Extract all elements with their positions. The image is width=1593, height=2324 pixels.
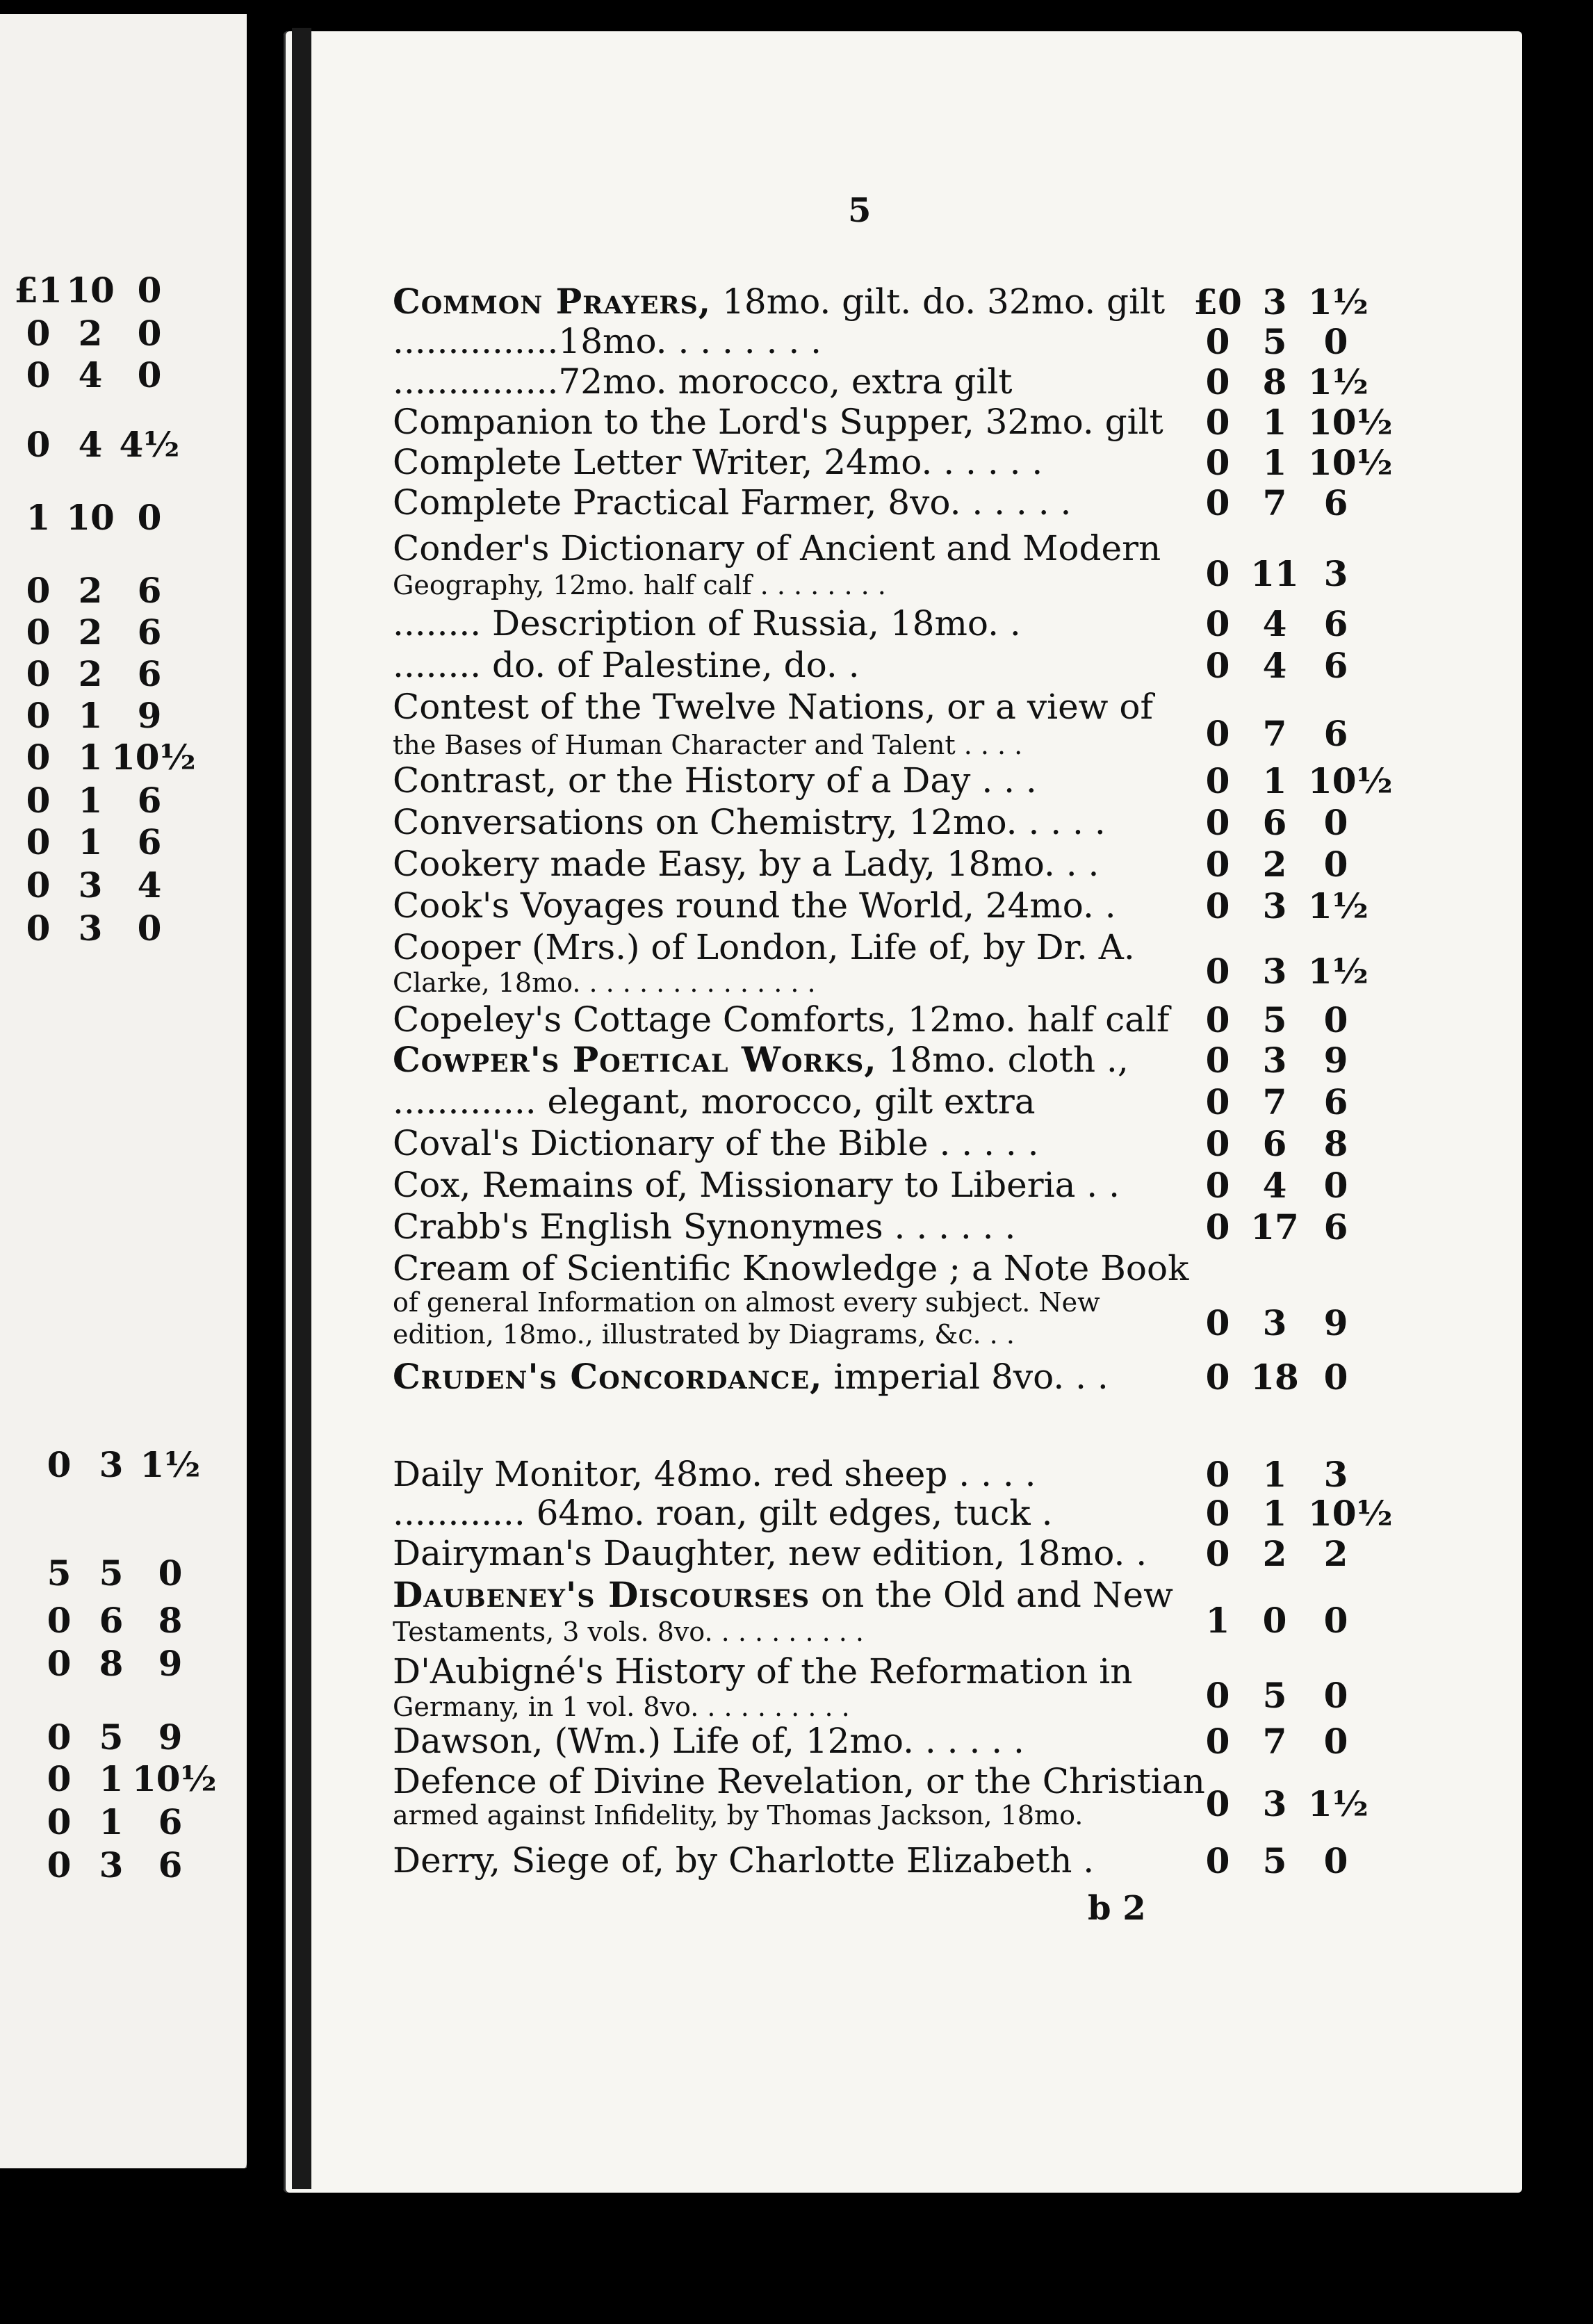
price-pounds: £1 — [14, 270, 63, 311]
entry-text: Cookery made Easy, by a Lady, 18mo. . . — [393, 844, 1100, 884]
price-pence: 6 — [1323, 1206, 1348, 1247]
price-pence: 6 — [137, 780, 162, 821]
price-pounds: 0 — [1205, 1123, 1230, 1164]
price-shillings: 5 — [1262, 1840, 1287, 1881]
price-pounds: 0 — [1205, 1783, 1230, 1824]
price-pounds: 0 — [1205, 361, 1230, 402]
price-pence: 6 — [1323, 482, 1348, 523]
entry-text: Companion to the Lord's Supper, 32mo. gilt — [393, 402, 1163, 442]
entry-title — [393, 1533, 1171, 1573]
left-price-row — [0, 780, 236, 821]
entry-title — [393, 1319, 1171, 1350]
left-price-row — [0, 497, 236, 539]
left-price-row — [0, 865, 236, 906]
price-pounds: 0 — [1205, 713, 1230, 754]
price-pounds: 0 — [26, 354, 51, 395]
entry-text: Cook's Voyages round the World, 24mo. . — [393, 885, 1116, 926]
price-pounds: 0 — [47, 1717, 72, 1758]
price-shillings: 4 — [1262, 603, 1287, 644]
price-pounds: 5 — [47, 1553, 72, 1594]
entry-text: ............. elegant, morocco, gilt extra — [393, 1081, 1036, 1122]
entry-text: Crabb's English Synonymes . . . . . . — [393, 1206, 1016, 1247]
price-shillings: 4 — [1262, 1165, 1287, 1206]
price-pounds: 0 — [47, 1444, 72, 1485]
price-shillings: 6 — [1262, 802, 1287, 843]
price-pence: 10½ — [132, 1758, 217, 1799]
price-pence: 1½ — [1308, 361, 1369, 402]
entry-text: Conder's Dictionary of Ancient and Modern — [393, 528, 1161, 568]
price-pounds: 0 — [47, 1600, 72, 1641]
entry-title — [393, 570, 1171, 600]
entry-title — [393, 1617, 1171, 1647]
gutter — [247, 0, 288, 2324]
price-shillings: 6 — [1262, 1123, 1287, 1164]
price-pence: 3 — [1323, 553, 1348, 594]
spine — [292, 28, 311, 2189]
price-pence: 0 — [1323, 1357, 1348, 1398]
price-shillings: 1 — [1262, 1454, 1287, 1495]
page-number: 5 — [848, 191, 872, 230]
price-shillings: 5 — [99, 1553, 124, 1594]
price-pence: 0 — [1323, 1600, 1348, 1641]
price-pounds: 0 — [47, 1801, 72, 1842]
price-shillings: 3 — [1262, 951, 1287, 992]
price-shillings: 3 — [78, 908, 103, 949]
price-pence: 6 — [137, 653, 162, 694]
price-pounds: 0 — [47, 1844, 72, 1885]
entry-text: imperial 8vo. . . — [822, 1357, 1109, 1397]
entry-price — [1190, 1357, 1371, 1398]
price-shillings: 1 — [78, 695, 103, 736]
entry-price — [1190, 999, 1371, 1041]
price-shillings: 3 — [1262, 1302, 1287, 1343]
price-pounds: 0 — [47, 1758, 72, 1799]
price-pounds: 0 — [1205, 999, 1230, 1040]
entry-title — [393, 1454, 1171, 1494]
price-shillings: 3 — [1262, 885, 1287, 926]
price-shillings: 8 — [99, 1643, 124, 1684]
price-pounds: 0 — [1205, 885, 1230, 926]
price-shillings: 3 — [1262, 1040, 1287, 1081]
price-pounds: 0 — [1205, 645, 1230, 686]
price-pounds: 0 — [26, 737, 51, 778]
price-pounds: 0 — [1205, 844, 1230, 885]
entry-title — [393, 1287, 1171, 1318]
entry-title — [393, 1800, 1171, 1831]
price-pence: 3 — [1323, 1454, 1348, 1495]
entry-text: Contest of the Twelve Nations, or a view of — [393, 687, 1153, 727]
price-pounds: 0 — [1205, 951, 1230, 992]
price-pence: 0 — [137, 270, 162, 311]
entry-lead: Cowper's Poetical Works, — [393, 1039, 877, 1080]
price-pence: 6 — [1323, 1081, 1348, 1122]
entry-title — [393, 482, 1171, 523]
price-shillings: 2 — [78, 612, 103, 653]
price-pence: 10½ — [1308, 760, 1393, 801]
price-pence: 6 — [137, 821, 162, 862]
price-pounds: 0 — [26, 653, 51, 694]
price-pence: 6 — [1323, 645, 1348, 686]
price-pounds: 0 — [1205, 482, 1230, 523]
price-pence: 0 — [137, 497, 162, 538]
entry-price — [1190, 281, 1371, 323]
entry-title — [393, 1493, 1171, 1533]
price-pounds: 0 — [1205, 1206, 1230, 1247]
price-pounds: 0 — [1205, 1721, 1230, 1762]
price-pounds: 0 — [26, 695, 51, 736]
price-pence: 9 — [158, 1717, 183, 1758]
entry-text: Cox, Remains of, Missionary to Liberia . . — [393, 1165, 1120, 1205]
entry-price — [1190, 603, 1371, 645]
price-pounds: 0 — [1205, 1533, 1230, 1574]
price-pounds: 0 — [1205, 1840, 1230, 1881]
price-pence: 0 — [158, 1553, 183, 1594]
entry-text: Derry, Siege of, by Charlotte Elizabeth . — [393, 1840, 1095, 1881]
entry-price — [1190, 1840, 1371, 1882]
entry-price — [1190, 760, 1393, 802]
left-price-row — [0, 424, 236, 466]
price-pounds: 0 — [26, 780, 51, 821]
entry-price — [1190, 321, 1371, 363]
entry-price — [1190, 402, 1393, 443]
left-price-row — [0, 1844, 236, 1886]
price-shillings: 1 — [1262, 1493, 1287, 1534]
price-pounds: 0 — [1205, 760, 1230, 801]
price-shillings: 4 — [1262, 645, 1287, 686]
price-pence: 0 — [1323, 1840, 1348, 1881]
entry-text: Germany, in 1 vol. 8vo. . . . . . . . . . — [393, 1692, 850, 1722]
entry-price — [1190, 1206, 1371, 1248]
price-pence: 10½ — [111, 737, 196, 778]
entry-title — [393, 1206, 1171, 1247]
entry-text: Contrast, or the History of a Day . . . — [393, 760, 1037, 801]
left-price-row — [0, 1643, 236, 1685]
price-shillings: 18 — [1250, 1357, 1299, 1398]
entry-text: ............ 64mo. roan, gilt edges, tuck . — [393, 1493, 1053, 1533]
entry-title — [393, 281, 1171, 322]
entry-price — [1190, 1302, 1371, 1344]
entry-lead: Daubeney's Discourses — [393, 1574, 810, 1615]
price-pounds: 0 — [1205, 553, 1230, 594]
entry-price — [1190, 1493, 1393, 1535]
price-pence: 9 — [1323, 1302, 1348, 1343]
entry-price — [1190, 1600, 1371, 1642]
entry-title — [393, 687, 1171, 727]
entry-lead: Common Prayers, — [393, 281, 712, 322]
entry-text: on the Old and New — [810, 1575, 1173, 1615]
entry-price — [1190, 553, 1371, 595]
entry-title — [393, 1840, 1171, 1881]
price-pounds: 0 — [26, 865, 51, 906]
entry-price — [1190, 1533, 1371, 1575]
entry-price — [1190, 802, 1371, 844]
price-shillings: 6 — [99, 1600, 124, 1641]
price-shillings: 5 — [1262, 999, 1287, 1040]
price-shillings: 3 — [1262, 1783, 1287, 1824]
left-price-row — [0, 1717, 236, 1758]
price-shillings: 10 — [66, 270, 115, 311]
price-pounds: 0 — [1205, 1081, 1230, 1122]
price-shillings: 4 — [78, 424, 103, 465]
price-pence: 6 — [137, 570, 162, 611]
left-price-row — [0, 1801, 236, 1843]
entry-text: Testaments, 3 vols. 8vo. . . . . . . . . . — [393, 1617, 865, 1647]
price-pounds: 0 — [1205, 1493, 1230, 1534]
price-shillings: 2 — [1262, 844, 1287, 885]
entry-title — [393, 442, 1171, 482]
entry-title — [393, 361, 1171, 402]
price-shillings: 5 — [99, 1717, 124, 1758]
entry-title — [393, 1357, 1171, 1397]
price-shillings: 1 — [99, 1801, 124, 1842]
price-pounds: 0 — [26, 612, 51, 653]
price-pence: 0 — [1323, 1165, 1348, 1206]
entry-title — [393, 603, 1171, 644]
entry-title — [393, 1761, 1205, 1801]
entry-title — [393, 528, 1171, 568]
entry-price — [1190, 885, 1371, 927]
price-pounds: 0 — [26, 908, 51, 949]
entry-title — [393, 1123, 1171, 1163]
entry-lead: Cruden's Concordance, — [393, 1356, 823, 1397]
price-pounds: £0 — [1193, 281, 1242, 322]
price-pounds: 0 — [1205, 1040, 1230, 1081]
price-pence: 1½ — [140, 1444, 201, 1485]
price-shillings: 7 — [1262, 713, 1287, 754]
price-shillings: 1 — [1262, 402, 1287, 443]
entry-text: ........ Description of Russia, 18mo. . — [393, 603, 1021, 644]
entry-title — [393, 1651, 1171, 1692]
left-price-row — [0, 570, 236, 612]
price-pounds: 0 — [1205, 442, 1230, 483]
left-price-row — [0, 612, 236, 653]
entry-price — [1190, 1721, 1371, 1762]
entry-title — [393, 1081, 1171, 1122]
entry-text: ........ do. of Palestine, do. . — [393, 645, 860, 685]
price-pence: 0 — [1323, 1675, 1348, 1716]
price-shillings: 2 — [1262, 1533, 1287, 1574]
entry-text: the Bases of Human Character and Talent . . . . — [393, 730, 1023, 760]
left-price-row — [0, 1444, 236, 1486]
entry-text: Geography, 12mo. half calf . . . . . . . . — [393, 570, 886, 600]
price-shillings: 5 — [1262, 1675, 1287, 1716]
price-pence: 10½ — [1308, 402, 1393, 443]
entry-text: Defence of Divine Revelation, or the Christian — [393, 1761, 1205, 1801]
price-pence: 10½ — [1308, 442, 1393, 483]
price-shillings: 1 — [1262, 442, 1287, 483]
left-price-row — [0, 1758, 236, 1800]
price-pence: 1½ — [1308, 281, 1369, 322]
entry-title — [393, 802, 1171, 842]
price-pence: 0 — [1323, 321, 1348, 362]
price-pence: 4½ — [119, 424, 180, 465]
price-pounds: 1 — [1205, 1600, 1230, 1641]
price-pence: 0 — [1323, 802, 1348, 843]
entry-title — [393, 1248, 1189, 1288]
price-pence: 1½ — [1308, 1783, 1369, 1824]
entry-title — [393, 321, 1171, 361]
entry-price — [1190, 482, 1371, 524]
price-shillings: 3 — [1262, 281, 1287, 322]
price-shillings: 0 — [1262, 1600, 1287, 1641]
entry-price — [1190, 1123, 1371, 1165]
entry-text: armed against Infidelity, by Thomas Jackson, 18mo. — [393, 1800, 1084, 1831]
entry-price — [1190, 1165, 1371, 1206]
left-price-row — [0, 908, 236, 949]
price-pounds: 1 — [26, 497, 51, 538]
price-shillings: 2 — [78, 313, 103, 354]
price-pence: 6 — [137, 612, 162, 653]
price-shillings: 7 — [1262, 1081, 1287, 1122]
price-pounds: 0 — [1205, 1454, 1230, 1495]
entry-text: of general Information on almost every subject. New — [393, 1287, 1100, 1318]
price-pence: 6 — [158, 1844, 183, 1885]
signature-mark: b 2 — [1088, 1889, 1146, 1928]
price-pounds: 0 — [1205, 802, 1230, 843]
price-pence: 2 — [1323, 1533, 1348, 1574]
entry-text: Cooper (Mrs.) of London, Life of, by Dr. A. — [393, 927, 1135, 967]
price-pence: 8 — [158, 1600, 183, 1641]
entry-text: Complete Practical Farmer, 8vo. . . . . . — [393, 482, 1072, 523]
left-price-row — [0, 737, 236, 778]
price-pence: 0 — [137, 354, 162, 395]
entry-title — [393, 1721, 1171, 1761]
price-pence: 9 — [1323, 1040, 1348, 1081]
price-pence: 9 — [158, 1643, 183, 1684]
entry-title — [393, 760, 1171, 801]
entry-price — [1190, 1783, 1371, 1825]
entry-title — [393, 730, 1171, 760]
price-pounds: 0 — [26, 570, 51, 611]
price-pence: 4 — [137, 865, 162, 906]
left-price-row — [0, 270, 236, 311]
price-pounds: 0 — [26, 424, 51, 465]
price-pence: 8 — [1323, 1123, 1348, 1164]
entry-price — [1190, 1675, 1371, 1717]
price-pence: 0 — [137, 908, 162, 949]
entry-text: D'Aubigné's History of the Reformation in — [393, 1651, 1133, 1692]
entry-title — [393, 967, 1171, 998]
price-pounds: 0 — [1205, 1357, 1230, 1398]
price-pounds: 0 — [1205, 321, 1230, 362]
left-price-row — [0, 1600, 236, 1642]
entry-title — [393, 1165, 1171, 1205]
price-pounds: 0 — [26, 821, 51, 862]
entry-text: Copeley's Cottage Comforts, 12mo. half calf — [393, 999, 1170, 1040]
price-pence: 6 — [1323, 603, 1348, 644]
entry-text: Clarke, 18mo. . . . . . . . . . . . . . . — [393, 967, 816, 998]
entry-text: Conversations on Chemistry, 12mo. . . . . — [393, 802, 1106, 842]
entry-text: Daily Monitor, 48mo. red sheep . . . . — [393, 1454, 1036, 1494]
entry-price — [1190, 1454, 1371, 1496]
entry-title — [393, 402, 1171, 442]
entry-title — [393, 1040, 1171, 1080]
price-shillings: 1 — [78, 737, 103, 778]
entry-text: Dairyman's Daughter, new edition, 18mo. . — [393, 1533, 1147, 1573]
price-pounds: 0 — [26, 313, 51, 354]
entry-title — [393, 885, 1171, 926]
left-price-row — [0, 1553, 236, 1594]
price-pence: 1½ — [1308, 951, 1369, 992]
entry-title — [393, 645, 1171, 685]
entry-text: Dawson, (Wm.) Life of, 12mo. . . . . . — [393, 1721, 1024, 1761]
price-pounds: 0 — [1205, 1302, 1230, 1343]
entry-price — [1190, 645, 1371, 687]
entry-text: 18mo. cloth ., — [876, 1040, 1129, 1080]
entry-text: Coval's Dictionary of the Bible . . . . . — [393, 1123, 1039, 1163]
price-pence: 1½ — [1308, 885, 1369, 926]
entry-title — [393, 844, 1171, 884]
price-shillings: 7 — [1262, 482, 1287, 523]
price-shillings: 1 — [78, 780, 103, 821]
left-price-row — [0, 821, 236, 863]
entry-price — [1190, 713, 1371, 755]
price-shillings: 1 — [99, 1758, 124, 1799]
entry-title — [393, 1692, 1171, 1722]
price-pounds: 0 — [1205, 1675, 1230, 1716]
entry-title — [393, 999, 1171, 1040]
entry-text: Complete Letter Writer, 24mo. . . . . . — [393, 442, 1043, 482]
price-shillings: 4 — [78, 354, 103, 395]
price-shillings: 8 — [1262, 361, 1287, 402]
price-shillings: 3 — [78, 865, 103, 906]
entry-price — [1190, 361, 1371, 403]
left-price-row — [0, 354, 236, 396]
price-pounds: 0 — [47, 1643, 72, 1684]
entry-text: ...............18mo. . . . . . . . — [393, 321, 822, 361]
price-shillings: 10 — [66, 497, 115, 538]
price-pounds: 0 — [1205, 1165, 1230, 1206]
price-pence: 6 — [1323, 713, 1348, 754]
price-pence: 10½ — [1308, 1493, 1393, 1534]
price-pence: 0 — [1323, 1721, 1348, 1762]
entry-text: Cream of Scientific Knowledge ; a Note Book — [393, 1248, 1189, 1288]
left-page — [0, 14, 250, 2168]
entry-title — [393, 1575, 1171, 1615]
price-shillings: 3 — [99, 1444, 124, 1485]
price-shillings: 3 — [99, 1844, 124, 1885]
price-shillings: 1 — [78, 821, 103, 862]
price-pence: 6 — [158, 1801, 183, 1842]
entry-text: 18mo. gilt. do. 32mo. gilt — [711, 281, 1166, 322]
price-shillings: 2 — [78, 570, 103, 611]
left-price-row — [0, 695, 236, 737]
entry-price — [1190, 1081, 1371, 1123]
price-shillings: 1 — [1262, 760, 1287, 801]
entry-text: ...............72mo. morocco, extra gilt — [393, 361, 1013, 402]
left-price-row — [0, 653, 236, 695]
price-shillings: 7 — [1262, 1721, 1287, 1762]
price-shillings: 2 — [78, 653, 103, 694]
price-shillings: 11 — [1250, 553, 1299, 594]
left-price-row — [0, 313, 236, 354]
price-pence: 0 — [137, 313, 162, 354]
price-pence: 0 — [1323, 844, 1348, 885]
entry-text: edition, 18mo., illustrated by Diagrams, &c. . . — [393, 1319, 1015, 1350]
entry-price — [1190, 951, 1371, 992]
entry-price — [1190, 442, 1393, 484]
price-pence: 0 — [1323, 999, 1348, 1040]
price-pounds: 0 — [1205, 402, 1230, 443]
entry-price — [1190, 844, 1371, 885]
entry-price — [1190, 1040, 1371, 1081]
price-pounds: 0 — [1205, 603, 1230, 644]
entry-title — [393, 927, 1171, 967]
price-pence: 9 — [137, 695, 162, 736]
price-shillings: 5 — [1262, 321, 1287, 362]
price-shillings: 17 — [1250, 1206, 1299, 1247]
